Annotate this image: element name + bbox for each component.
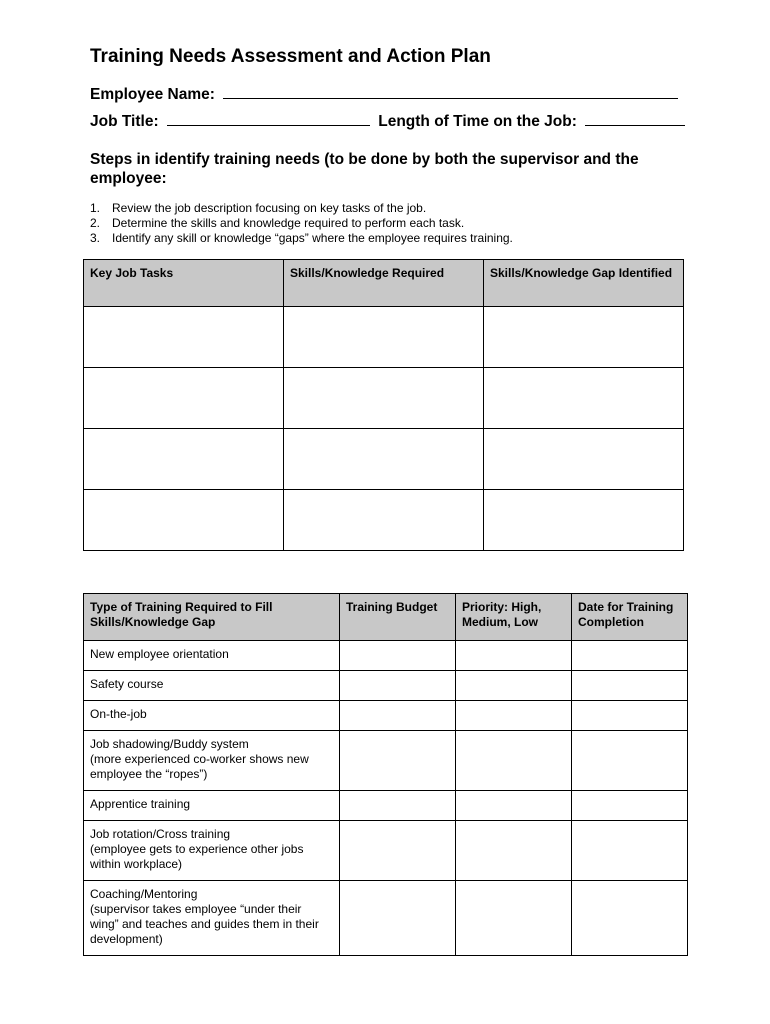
training-type-line: Apprentice training (90, 797, 191, 811)
steps-list (90, 201, 513, 246)
training-type-line: (more experienced co-worker shows new (90, 752, 309, 766)
training-budget-cell[interactable] (340, 731, 456, 791)
priority-cell[interactable] (456, 881, 572, 956)
training-type-line: employee the “ropes”) (90, 767, 208, 781)
table-cell[interactable] (84, 368, 284, 429)
training-type-cell (84, 641, 340, 671)
table-cell[interactable] (84, 307, 284, 368)
completion-date-cell[interactable] (572, 821, 688, 881)
priority-cell[interactable] (456, 701, 572, 731)
training-type-line: Job shadowing/Buddy system (90, 737, 249, 751)
completion-date-cell[interactable] (572, 731, 688, 791)
employee-name-row (90, 84, 678, 104)
job-tasks-table (83, 259, 684, 551)
training-type-line: Safety course (90, 677, 164, 691)
training-type-line: New employee orientation (90, 647, 229, 661)
column-header-key-job-tasks: Key Job Tasks (84, 260, 284, 307)
table-cell[interactable] (284, 429, 484, 490)
table-cell[interactable] (484, 429, 684, 490)
table-row (84, 821, 688, 881)
training-budget-cell[interactable] (340, 791, 456, 821)
priority-cell[interactable] (456, 821, 572, 881)
column-header-completion-date: Date for Training Completion (572, 594, 688, 641)
training-budget-cell[interactable] (340, 701, 456, 731)
training-type-cell (84, 671, 340, 701)
column-header-priority: Priority: High, Medium, Low (456, 594, 572, 641)
step-number: 3. (90, 231, 101, 245)
training-type-line: On-the-job (90, 707, 147, 721)
step-text: Identify any skill or knowledge “gaps” where the employee requires training. (112, 231, 513, 245)
job-title-field[interactable] (167, 111, 370, 126)
table-header-row (84, 594, 688, 641)
page-title: Training Needs Assessment and Action Plan (90, 46, 491, 67)
table-cell[interactable] (284, 368, 484, 429)
table-header-row (84, 260, 684, 307)
priority-cell[interactable] (456, 731, 572, 791)
step-number: 1. (90, 201, 101, 215)
priority-cell[interactable] (456, 671, 572, 701)
employee-name-field[interactable] (223, 84, 678, 99)
training-type-cell (84, 701, 340, 731)
training-type-line: development) (90, 932, 163, 946)
completion-date-cell[interactable] (572, 671, 688, 701)
training-type-cell (84, 881, 340, 956)
step-text: Review the job description focusing on key tasks of the job. (112, 201, 427, 215)
table-row (84, 701, 688, 731)
table-row (84, 641, 688, 671)
step-text: Determine the skills and knowledge required to perform each task. (112, 216, 465, 230)
table-cell[interactable] (484, 307, 684, 368)
table-row (84, 490, 684, 551)
table-row (84, 368, 684, 429)
table-cell[interactable] (284, 490, 484, 551)
job-title-row (90, 111, 685, 131)
table-row (84, 791, 688, 821)
steps-heading: Steps in identify training needs (to be done by both the supervisor and the employee: (90, 151, 639, 187)
training-type-line: (employee gets to experience other jobs (90, 842, 304, 856)
table-cell[interactable] (84, 490, 284, 551)
job-title-label: Job Title: (90, 113, 159, 130)
completion-date-cell[interactable] (572, 881, 688, 956)
table-cell[interactable] (484, 490, 684, 551)
completion-date-cell[interactable] (572, 701, 688, 731)
list-item (90, 231, 513, 246)
length-on-job-field[interactable] (585, 111, 685, 126)
training-type-line: within workplace) (90, 857, 183, 871)
training-type-line: Job rotation/Cross training (90, 827, 231, 841)
training-budget-cell[interactable] (340, 821, 456, 881)
completion-date-cell[interactable] (572, 641, 688, 671)
training-type-cell (84, 821, 340, 881)
training-budget-cell[interactable] (340, 671, 456, 701)
column-header-skills-gap: Skills/Knowledge Gap Identified (484, 260, 684, 307)
table-row (84, 429, 684, 490)
list-item (90, 216, 513, 231)
column-header-training-budget: Training Budget (340, 594, 456, 641)
completion-date-cell[interactable] (572, 791, 688, 821)
training-type-cell (84, 731, 340, 791)
table-row (84, 881, 688, 956)
training-type-line: Coaching/Mentoring (90, 887, 198, 901)
table-row (84, 307, 684, 368)
training-plan-table (83, 593, 688, 956)
employee-name-label: Employee Name: (90, 86, 215, 103)
list-item (90, 201, 513, 216)
priority-cell[interactable] (456, 791, 572, 821)
table-cell[interactable] (284, 307, 484, 368)
table-cell[interactable] (484, 368, 684, 429)
column-header-training-type: Type of Training Required to Fill Skills/Knowledge Gap (84, 594, 340, 641)
training-type-cell (84, 791, 340, 821)
column-header-skills-required: Skills/Knowledge Required (284, 260, 484, 307)
priority-cell[interactable] (456, 641, 572, 671)
training-budget-cell[interactable] (340, 881, 456, 956)
table-row (84, 731, 688, 791)
table-cell[interactable] (84, 429, 284, 490)
training-type-line: (supervisor takes employee “under their (90, 902, 302, 916)
training-budget-cell[interactable] (340, 641, 456, 671)
training-type-line: wing” and teaches and guides them in their (90, 917, 319, 931)
length-on-job-label: Length of Time on the Job: (378, 113, 577, 130)
table-row (84, 671, 688, 701)
step-number: 2. (90, 216, 101, 230)
